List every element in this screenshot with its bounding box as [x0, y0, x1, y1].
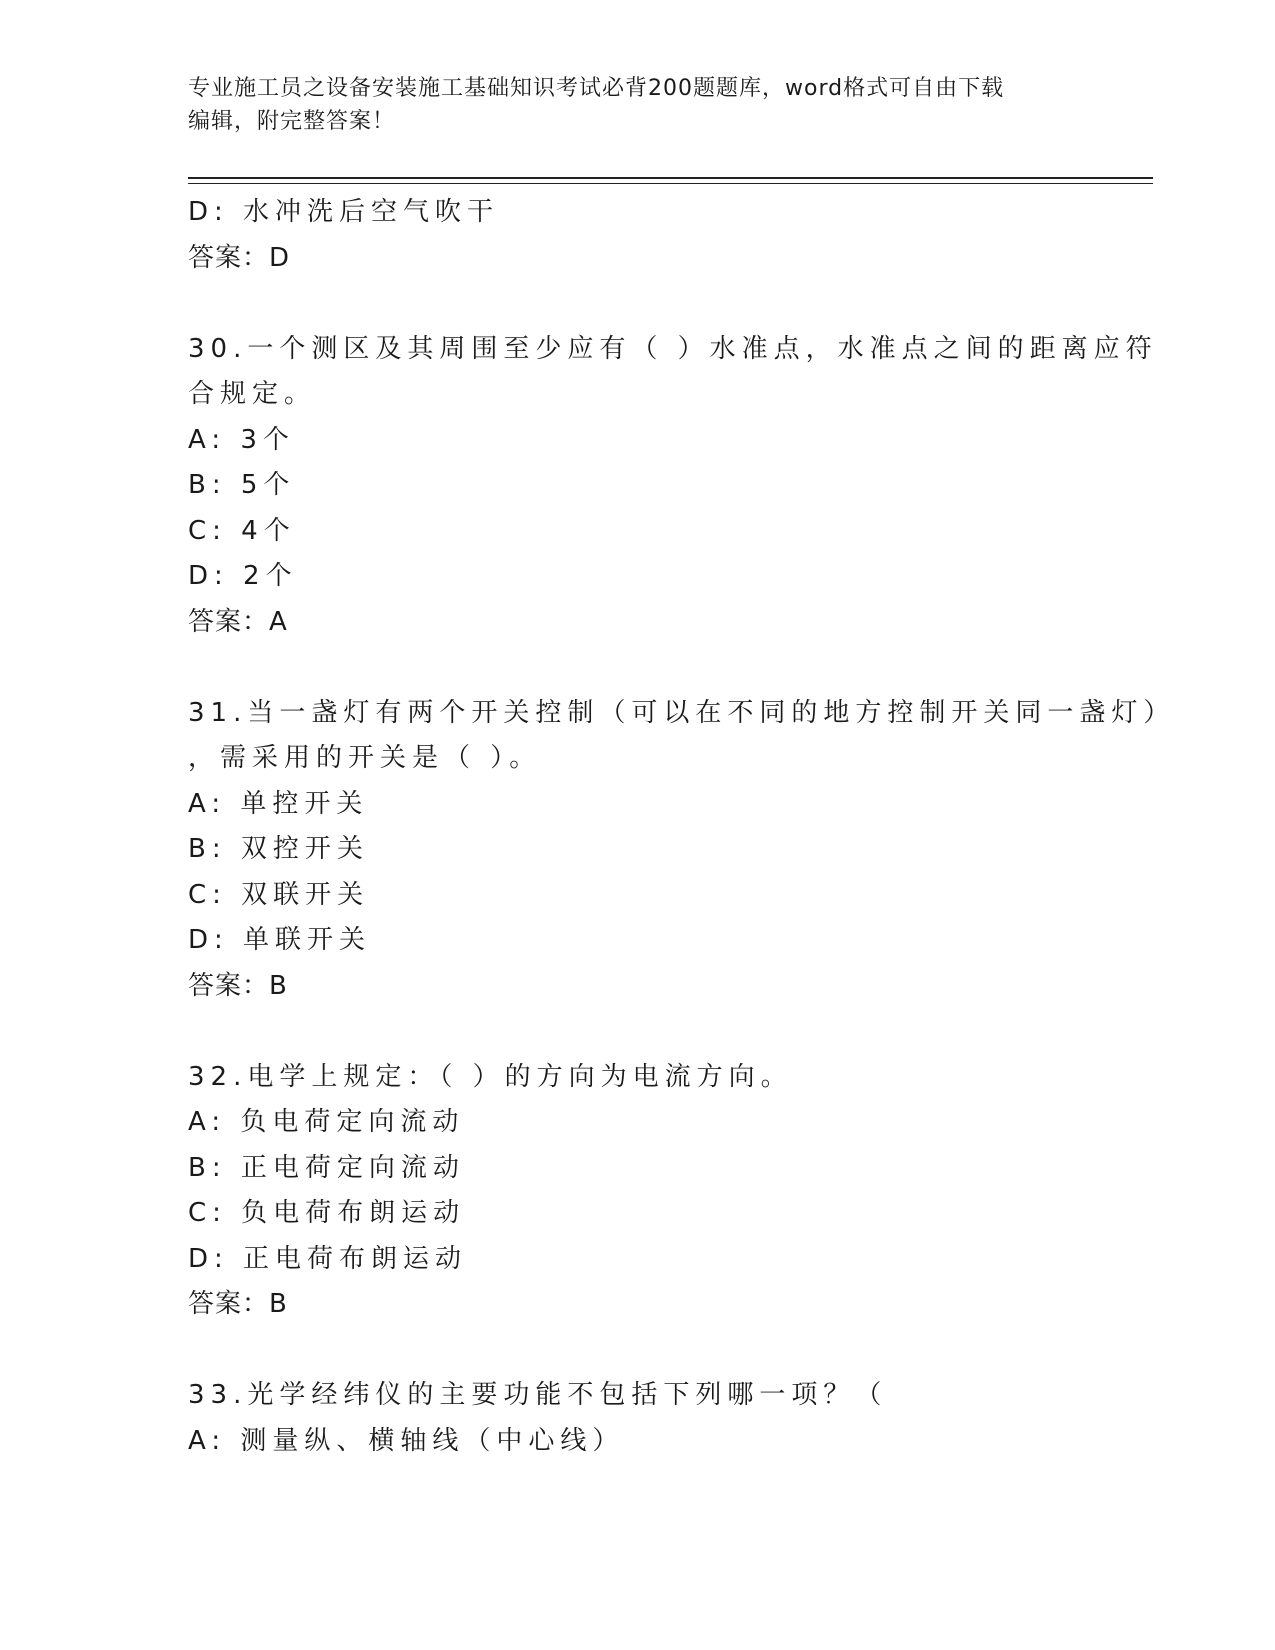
question-stem-continued: 合规定。: [188, 379, 317, 409]
spacer: [188, 1328, 1088, 1374]
option-b: B: 5个: [188, 470, 296, 500]
question-stem: 30.一个测区及其周围至少应有（ ）水准点，水准点之间的距离应符: [188, 333, 1158, 364]
header-divider-thick: [188, 177, 1153, 179]
option-c: C: 双联开关: [188, 879, 370, 910]
spacer: [188, 645, 1088, 691]
question-list: [188, 190, 1176, 1464]
option-c: C: 负电荷布朗运动: [188, 1198, 466, 1228]
document-header: [188, 72, 1078, 138]
previous-question-tail: [188, 190, 1088, 281]
question-32: [188, 1055, 1088, 1328]
option-a: A: 3个: [188, 424, 295, 455]
question-33: [188, 1373, 1088, 1464]
option-a: A: 负电荷定向流动: [188, 1107, 465, 1137]
question-31: [188, 691, 1176, 1010]
answer-line: 答案：A: [188, 606, 288, 637]
answer-line: 答案：D: [188, 242, 291, 273]
answer-line: 答案：B: [188, 1289, 288, 1319]
answer-line: 答案：B: [188, 970, 288, 1001]
question-30: [188, 327, 1158, 646]
option-b: B: 正电荷定向流动: [188, 1152, 465, 1183]
option-b: B: 双控开关: [188, 834, 369, 864]
option-d: D: 正电荷布朗运动: [188, 1243, 468, 1274]
option-c: C: 4个: [188, 515, 296, 546]
header-divider-thin: [188, 183, 1153, 184]
question-stem: 32.电学上规定：（ ）的方向为电流方向。: [188, 1061, 793, 1092]
spacer: [188, 1009, 1088, 1055]
question-stem-continued: ，需采用的开关是（ ）。: [188, 743, 542, 773]
header-line-2: 编辑，附完整答案！: [188, 109, 396, 134]
header-line-1: 专业施工员之设备安装施工基础知识考试必背200题题库，word格式可自由下载: [188, 76, 1005, 101]
option-d: D: 2个: [188, 561, 298, 591]
option-a: A: 测量纵、横轴线（中心线）: [188, 1425, 625, 1456]
option-d: D: 单联开关: [188, 925, 372, 955]
spacer: [188, 281, 1088, 327]
question-stem: 33.光学经纬仪的主要功能不包括下列哪一项？（: [188, 1380, 888, 1410]
option-a: A: 单控开关: [188, 788, 369, 819]
question-stem: 31.当一盏灯有两个开关控制（可以在不同的地方控制开关同一盏灯）: [188, 697, 1176, 728]
option-d: D: 水冲洗后空气吹干: [188, 197, 500, 227]
